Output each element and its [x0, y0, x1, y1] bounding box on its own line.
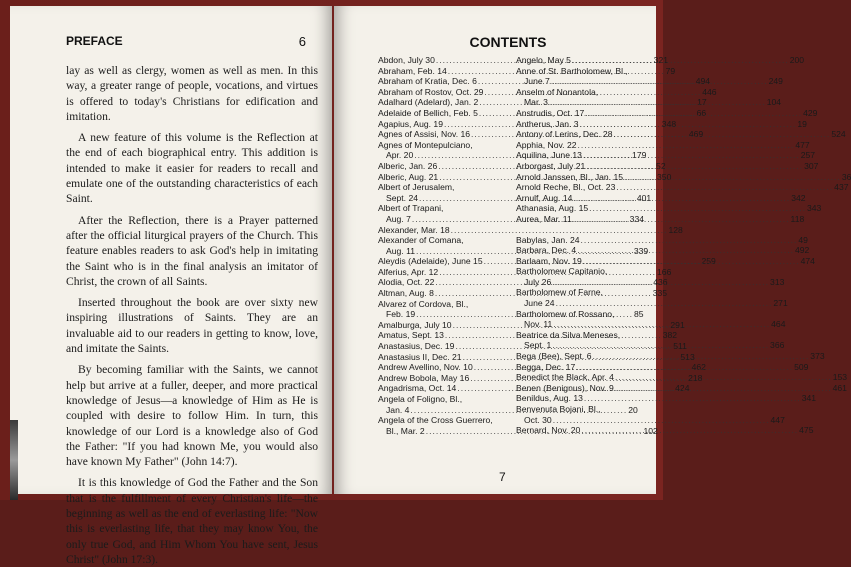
entry-page: 321	[653, 55, 669, 65]
entry-page: 313	[770, 276, 785, 287]
entry-page: 179	[632, 150, 647, 161]
contents-entry	[516, 182, 849, 193]
entry-label: Alexander, Mar. 18	[378, 224, 450, 235]
entry-page: 307	[804, 160, 819, 171]
entry-label: Arnold Reche, Bl., Oct. 23	[516, 182, 616, 193]
entry-label: Amalburga, July 10	[378, 319, 452, 330]
dot-leader	[552, 277, 769, 288]
entry-page: 104	[766, 97, 782, 108]
entry-page: 17	[697, 97, 707, 108]
entry-page: 464	[771, 319, 786, 330]
preface-text	[66, 63, 318, 567]
paragraph: lay as well as clergy, women as well as men. In this way, a greater range of people, vocations, and virtues is offered to today's Christians for edification and imitation.	[66, 64, 318, 123]
contents-entry	[516, 139, 810, 151]
entry-page: 335	[652, 288, 668, 299]
entry-page: 79	[665, 65, 676, 76]
entry-label: Aug. 11	[386, 245, 415, 256]
entry-label: Alferius, Apr. 12	[378, 266, 439, 277]
paragraph: After the Reflection, there is a Prayer patterned after the official liturgical prayers of the Church. This feature enables readers to ask God's help in imitating the Saint who is in the final analysis an imitator of Christ, the crown of all Saints.	[66, 213, 318, 288]
entry-label: Arborgast, July 21	[516, 160, 586, 171]
entry-label: Anselm of Nonantola,	[516, 86, 599, 97]
entry-page: 19	[797, 118, 807, 129]
dot-leader	[549, 97, 766, 108]
dot-leader	[577, 245, 794, 256]
entry-page: 342	[791, 192, 806, 203]
contents-entry	[516, 66, 644, 77]
entry-label: Alberic, Aug. 21	[378, 171, 439, 182]
dot-leader	[589, 203, 806, 214]
entry-page: 436	[653, 277, 668, 288]
entry-label: Benedict the Black, Apr. 4	[516, 372, 614, 383]
entry-page: 36	[841, 171, 851, 182]
entry-label: Aleydis (Adelaide), June 15	[378, 256, 483, 267]
entry-label: Benen (Benignus), Nov. 9	[516, 382, 614, 393]
entry-label: Jan. 4	[386, 404, 410, 415]
entry-page: 85	[633, 309, 644, 320]
contents-entry	[516, 234, 808, 246]
paragraph: By becoming familiar with the Saints, we cannot help but arrive at a fuller, deeper, and more practical knowledge of Jesus—a knowledge of Him as He is coupled with desire to follow Him. In turn, this knowledge of our Lord is a knowledge also of God the Father: "If you had known Me, you would also have known My Father" (John 14:7).	[66, 363, 318, 469]
entry-label: Barlaam, Nov. 19	[516, 255, 582, 266]
entry-page: 475	[799, 425, 814, 436]
contents-title: CONTENTS	[469, 34, 547, 50]
entry-label: Arnold Janssen, Bl., Jan. 15	[516, 171, 624, 182]
entry-page: 513	[680, 351, 695, 362]
entry-label: Amatus, Sept. 13	[378, 330, 444, 341]
paragraph: A new feature of this volume is the Reflection at the end of each biographical entry. This addition is intended to make it easier for readers to recall and emulate one of the outstanding characteristics of each Saint.	[66, 131, 318, 206]
entry-page: 373	[810, 351, 825, 362]
entry-page: 166	[657, 266, 672, 277]
entry-page: 477	[795, 139, 810, 150]
entry-label: Sept. 1	[524, 340, 552, 351]
contents-entry	[516, 309, 644, 320]
dot-leader	[580, 119, 797, 130]
entry-label: Anstrudis, Oct. 17	[516, 107, 585, 118]
entry-label: Apr. 20	[386, 150, 414, 161]
dot-leader	[586, 161, 803, 172]
entry-page: 218	[688, 372, 703, 383]
contents-entry	[516, 393, 817, 404]
paragraph: It is this knowledge of God the Father and the Son that is the fulfillment of every Christian's life—the beginning as well as the end of everlasting life: "Now this is everlasting life, that they may know You, the only true God, and Him Whom You have sent, Jesus Christ" (John 17:3).	[66, 476, 318, 566]
contents-entry	[378, 299, 510, 310]
entry-page: 462	[691, 362, 706, 373]
entry-page: 200	[789, 55, 805, 65]
entry-label: Agnes of Montepulciano,	[378, 139, 473, 150]
page-number-left: 6	[298, 34, 306, 49]
contents-entry	[378, 203, 510, 214]
contents-entry	[516, 266, 644, 277]
entry-label: Anne of St. Bartholomew, Bl.,	[516, 65, 628, 76]
entry-page: 474	[800, 255, 815, 266]
entry-page: 447	[770, 414, 785, 425]
entry-label: Andrew Bobola, May 16	[378, 372, 470, 383]
dot-leader	[581, 235, 798, 246]
contents-columns	[378, 55, 851, 436]
dot-leader	[583, 256, 800, 267]
entry-label: Feb. 19	[386, 309, 416, 320]
entry-page: 494	[695, 76, 711, 87]
entry-page: 128	[668, 224, 683, 235]
dot-leader	[552, 340, 769, 351]
entry-label: Angela of the Cross Guerrero,	[378, 415, 493, 426]
entry-label: Adelaide of Bellich, Feb. 5	[378, 107, 478, 118]
contents-entry	[516, 150, 816, 161]
entry-label: Albert of Jerusalem,	[378, 182, 455, 193]
entry-page: 334	[629, 213, 645, 224]
dot-leader	[572, 55, 789, 66]
entry-page: 429	[803, 107, 818, 118]
dot-leader	[583, 150, 800, 161]
dot-leader	[592, 351, 809, 362]
entry-label: July 26	[524, 276, 552, 287]
entry-label: Bega (Bee), Sept. 6	[516, 351, 592, 362]
entry-label: Angela of Foligno, Bl.,	[378, 394, 463, 404]
entry-label: Anastasius, Dec. 19	[378, 341, 455, 352]
entry-label: Altman, Aug. 8	[378, 288, 434, 299]
entry-label: Bartholomew Capitanio,	[516, 266, 608, 277]
dot-leader	[553, 415, 770, 426]
dot-leader	[614, 129, 831, 140]
entry-page: 341	[801, 393, 817, 404]
entry-label: June 24	[524, 298, 555, 309]
dot-leader	[573, 193, 790, 204]
entry-page: 350	[657, 171, 672, 182]
entry-page: 52	[656, 160, 666, 171]
contents-gap	[516, 225, 644, 235]
contents-entry	[516, 414, 785, 426]
entry-label: Oct. 30	[524, 414, 552, 425]
entry-label: Arnulf, Aug. 14	[516, 192, 573, 203]
contents-entry	[378, 235, 510, 246]
entry-label: Babylas, Jan. 24	[516, 234, 580, 245]
entry-page: 366	[770, 340, 785, 351]
contents-entry	[516, 330, 644, 341]
entry-page: 118	[790, 213, 805, 224]
paragraph: Inserted throughout the book are over sixty new inspiring illustrations of Saints. They are an invaluable aid to our readers in getting to know, love, and imitate the Saints.	[66, 296, 318, 356]
entry-label: Angadrisma, Oct. 14	[378, 383, 457, 394]
entry-label: Albert of Trapani,	[378, 203, 444, 214]
dot-leader	[553, 319, 770, 330]
page-number-right: 7	[499, 470, 506, 484]
entry-label: Agapius, Aug. 19	[378, 118, 443, 129]
entry-label: Aurea, Mar. 11	[516, 213, 572, 224]
entry-label: Barbara, Dec. 4	[516, 245, 577, 256]
contents-entry	[516, 404, 644, 415]
entry-label: Bernard, Nov. 20	[516, 425, 581, 436]
dot-leader	[585, 108, 802, 119]
entry-label: Apphia, Nov. 22	[516, 139, 577, 150]
entry-label: Benvenuta Bojani, Bl.,	[516, 404, 601, 414]
entry-page: 492	[795, 245, 810, 256]
contents-entry	[516, 245, 810, 256]
entry-page: 153	[832, 372, 848, 383]
entry-label: Sept. 24	[386, 192, 419, 203]
entry-label: June 7	[524, 76, 550, 87]
entry-label: Nov. 11	[524, 319, 553, 330]
dot-leader	[624, 172, 841, 183]
entry-label: Alberic, Jan. 26	[378, 160, 438, 171]
entry-label: Antony of Lerins, Dec. 28	[516, 129, 613, 140]
entry-page: 446	[702, 86, 717, 97]
entry-label: Alodia, Oct. 22	[378, 277, 435, 288]
contents-entry	[516, 298, 788, 309]
entry-label: Aug. 7	[386, 213, 411, 224]
contents-entry	[516, 287, 644, 298]
entry-page: 249	[768, 76, 783, 87]
illustration-edge	[10, 420, 18, 500]
entry-label: Abraham, Feb. 14	[378, 65, 447, 76]
dot-leader	[615, 372, 832, 383]
entry-page: 102	[643, 425, 658, 436]
entry-label: Abdon, July 30	[378, 55, 435, 65]
entry-label: Benildus, Aug. 13	[516, 393, 583, 404]
entry-page: 271	[773, 298, 788, 309]
entry-page: 511	[673, 341, 687, 352]
dot-leader	[576, 362, 793, 373]
entry-label: Begga, Dec. 17	[516, 361, 576, 372]
entry-page: 291	[670, 319, 685, 330]
entry-page: 348	[661, 118, 677, 129]
entry-page: 524	[831, 129, 846, 140]
dot-leader	[556, 298, 773, 309]
entry-page: 49	[798, 234, 808, 245]
entry-page: 20	[628, 404, 638, 415]
right-page	[334, 6, 851, 494]
entry-label: Aquilina, June 13	[516, 150, 582, 161]
entry-label: Abraham of Kratia, Dec. 6	[378, 76, 477, 87]
entry-label: Beatrice da Silva Meneses,	[516, 329, 621, 340]
contents-entry	[378, 224, 683, 236]
page-header-preface: PREFACE	[66, 34, 123, 48]
entry-label: Bl., Mar. 2	[386, 425, 425, 436]
entry-label: Bartholomew of Farne,	[516, 287, 603, 298]
dot-leader	[581, 425, 798, 436]
entry-label: Andrew Avellino, Nov. 10	[378, 362, 473, 373]
entry-page: 461	[832, 382, 847, 393]
entry-label: Alexander of Comana,	[378, 235, 464, 246]
dot-leader	[551, 76, 768, 87]
entry-label: Bartholomew of Rossano,	[516, 308, 615, 319]
dot-leader	[616, 182, 833, 193]
entry-page: 259	[701, 256, 716, 267]
contents-entry	[516, 87, 644, 98]
running-head-left	[66, 34, 318, 49]
entry-label: Agnes of Assisi, Nov. 16	[378, 129, 471, 140]
left-page	[10, 6, 332, 566]
entry-label: Abraham of Rostov, Oct. 29	[378, 86, 484, 97]
contents-entry	[516, 203, 822, 214]
contents-entry	[378, 394, 510, 405]
entry-label: Angelo, May 5	[516, 55, 571, 65]
contents-entry	[516, 213, 805, 225]
entry-page: 343	[806, 203, 822, 214]
entry-page: 424	[675, 383, 690, 394]
entry-page: 509	[794, 361, 809, 372]
entry-label: Alvarez of Cordova, Bl.,	[378, 298, 469, 309]
entry-page: 382	[662, 330, 678, 341]
entry-label: Anastasius II, Dec. 21	[378, 351, 462, 362]
dot-leader	[615, 383, 832, 394]
dot-leader	[578, 140, 795, 151]
dot-leader	[573, 214, 790, 225]
entry-label: Mar. 3	[524, 97, 548, 108]
contents-entry	[378, 140, 510, 151]
entry-label: Athanasia, Aug. 15	[516, 203, 589, 214]
entry-label: Adalhard (Adelard), Jan. 2	[378, 97, 479, 108]
entry-page: 469	[688, 129, 704, 140]
entry-label: Antherus, Jan. 3	[516, 118, 579, 129]
entry-page: 66	[696, 107, 707, 118]
contents-entry	[378, 415, 510, 426]
entry-page: 401	[636, 192, 652, 203]
entry-page: 339	[633, 245, 649, 256]
entry-page: 257	[800, 150, 816, 161]
entry-page: 437	[834, 182, 849, 193]
contents-entry	[378, 182, 510, 193]
dot-leader	[584, 393, 801, 404]
